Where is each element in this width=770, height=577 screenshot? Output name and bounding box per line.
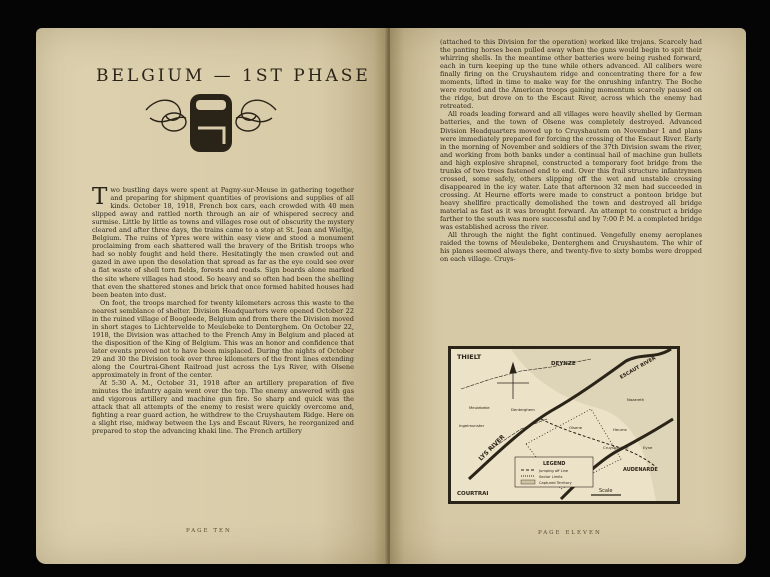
label-audenarde: AUDENARDE xyxy=(623,467,658,473)
label-cruyshautem: Cruyshautem xyxy=(603,445,629,450)
label-eyne: Eyne xyxy=(643,445,653,450)
paragraph: At 5:30 A. M., October 31, 1918 after an artillery preparation of five minutes the infantry again went over the top. The enemy answered with gas and vigorous artillery and machine gun fire. So sharp and quick was the attack that all attempts of the enemy to resist were quickly overcome and, fighting a rear guard action, he withdrew to the Cruyshautem Ridge. Here on a slight rise, midway between the Lys and Escaut Rivers, he reorganized and prepared to stop the advancing khaki line. The French artillery xyxy=(92,379,354,436)
battle-map xyxy=(448,346,680,504)
label-meulebeke: Meulebeke xyxy=(469,405,490,410)
label-escaut-river: ESCAUT RIVER xyxy=(619,355,658,381)
left-page xyxy=(36,28,388,564)
label-deynze: DEYNZE xyxy=(551,361,576,367)
paragraph: All through the night the fight continued. Vengefully enemy aeroplanes raided the towns of Meulebeke, Denterghem and Cruyshautem. The whir of his planes seemed always there, and twenty-five to sixty bombs were dropped on each village. Cruys- xyxy=(440,231,702,264)
paragraph: Two bustling days were spent at Pagny-sur-Meuse in gathering together and preparing for shipment quantities of provisions and supplies of all kinds. October 18, 1918, French box cars, each crowded with 40 men slipped away and rattled north through an air of whispered secrecy and surmise. Little by little as towns and villages rose out of obscurity the mystery cleared and after three days, the trains came to a stop at St. Jean and Wieltje, Belgium. The ruins of Ypres were within easy view and stood a monument proclaiming from each shattered wall the bravery of the British troops who had so nobly fought and held there. Hesitatingly the men crawled out and gazed in awe upon the desolation that spread as far as the eye could see over a flat waste of shell torn fields, forests and roads. Sign boards alone marked the site where villages had stood. So heavy and so often had been the shelling that even the shattered stones and brick that once formed habited houses had been beaten into dust. xyxy=(92,184,354,299)
page-number-left: PAGE TEN xyxy=(186,528,232,534)
paragraph: (attached to this Division for the operation) worked like trojans. Scarcely had the panting horses been pulled away when the guns would begin to spit their whirring shells. In the meantime other batteries were being rushed forward, each in turn keeping up the tune while others advanced. All calibers were finally firing on the Cruyshautem ridge and concentrating there for a few moments, lifted in time to make way for the onrushing infantry. The Boche were routed and the American troops gaining momentum scarcely paused on the ridge, but drove on to the Escaut River, across which the enemy had retreated. xyxy=(440,38,702,111)
label-lys-river: LYS RIVER xyxy=(477,433,507,463)
chapter-title: BELGIUM — 1ST PHASE xyxy=(96,66,371,86)
legend-item: Jumping off Line xyxy=(539,469,569,473)
drop-cap: T xyxy=(92,184,108,210)
label-courtrai: COURTRAI xyxy=(457,491,489,497)
label-ingelmunster: Ingelmunster xyxy=(459,423,485,428)
label-thielt: THIELT xyxy=(457,353,482,361)
paragraph: All roads leading forward and all villages were heavily shelled by German batteries, and the town of Olsene was completely destroyed. Advanced Division Headquarters moved up to Cruyshautem on November 1 and plans were immediately prepared for forcing the crossing of the Escaut River. Early in the morning of November and soldiers of the 37th Division swam the river, and working from both banks under a continual hail of machine gun bullets and high explosive shrapnel, constructed a temporary foot bridge from the trunks of two trees fastened end to end. Over this frail structure infantrymen crossed, some safely, others slipping off the wet and unstable crossing disappeared in the icy water. Late that afternoon 32 men had succeeded in crossing. At Heurne efforts were made to construct a pontoon bridge but heavy shellfire practically demolished the town and destroyed all bridge material as fast as it was brought forward. An attempt to construct a bridge farther to the south was more successful and by 7:00 P. M. a completed bridge was established across the river. xyxy=(440,110,702,232)
scale-label: Scale xyxy=(599,488,613,494)
legend-swatch-captured xyxy=(521,480,535,484)
ornament-emblem-icon xyxy=(136,88,286,158)
map-drawing xyxy=(451,349,677,501)
legend-title: LEGEND xyxy=(543,461,566,467)
label-denterghem: Denterghem xyxy=(511,407,535,412)
label-nazareth: Nazareth xyxy=(627,397,645,402)
left-page-body xyxy=(92,186,354,435)
right-page-body xyxy=(440,38,702,263)
paragraph: On foot, the troops marched for twenty kilometers across this waste to the nearest semblance of shelter. Division Headquarters were opened October 22 in the ruined village of Boogleede, Belgium and from there the Division moved in short stages to Lichtervelde to Meulebeke to Denterghem. On October 22, 1918, the Division was attached to the French Amy in Belgium and placed at the disposition of the King of Belgium. This was an honor and confidence that later events proved not to have been misplaced. During the nights of October 29 and 30 the Division took over three kilometers of the front lines extending along the Courtrai-Ghent Railroad just across the Lys River, with Olsene approximately in front of the center. xyxy=(92,298,354,380)
label-heurne: Heurne xyxy=(613,427,627,432)
legend-item: Captured Territory xyxy=(539,481,572,485)
legend-item: Sector Limits xyxy=(539,475,563,479)
page-number-right: PAGE ELEVEN xyxy=(538,530,602,536)
label-olsene: Olsene xyxy=(569,425,583,430)
